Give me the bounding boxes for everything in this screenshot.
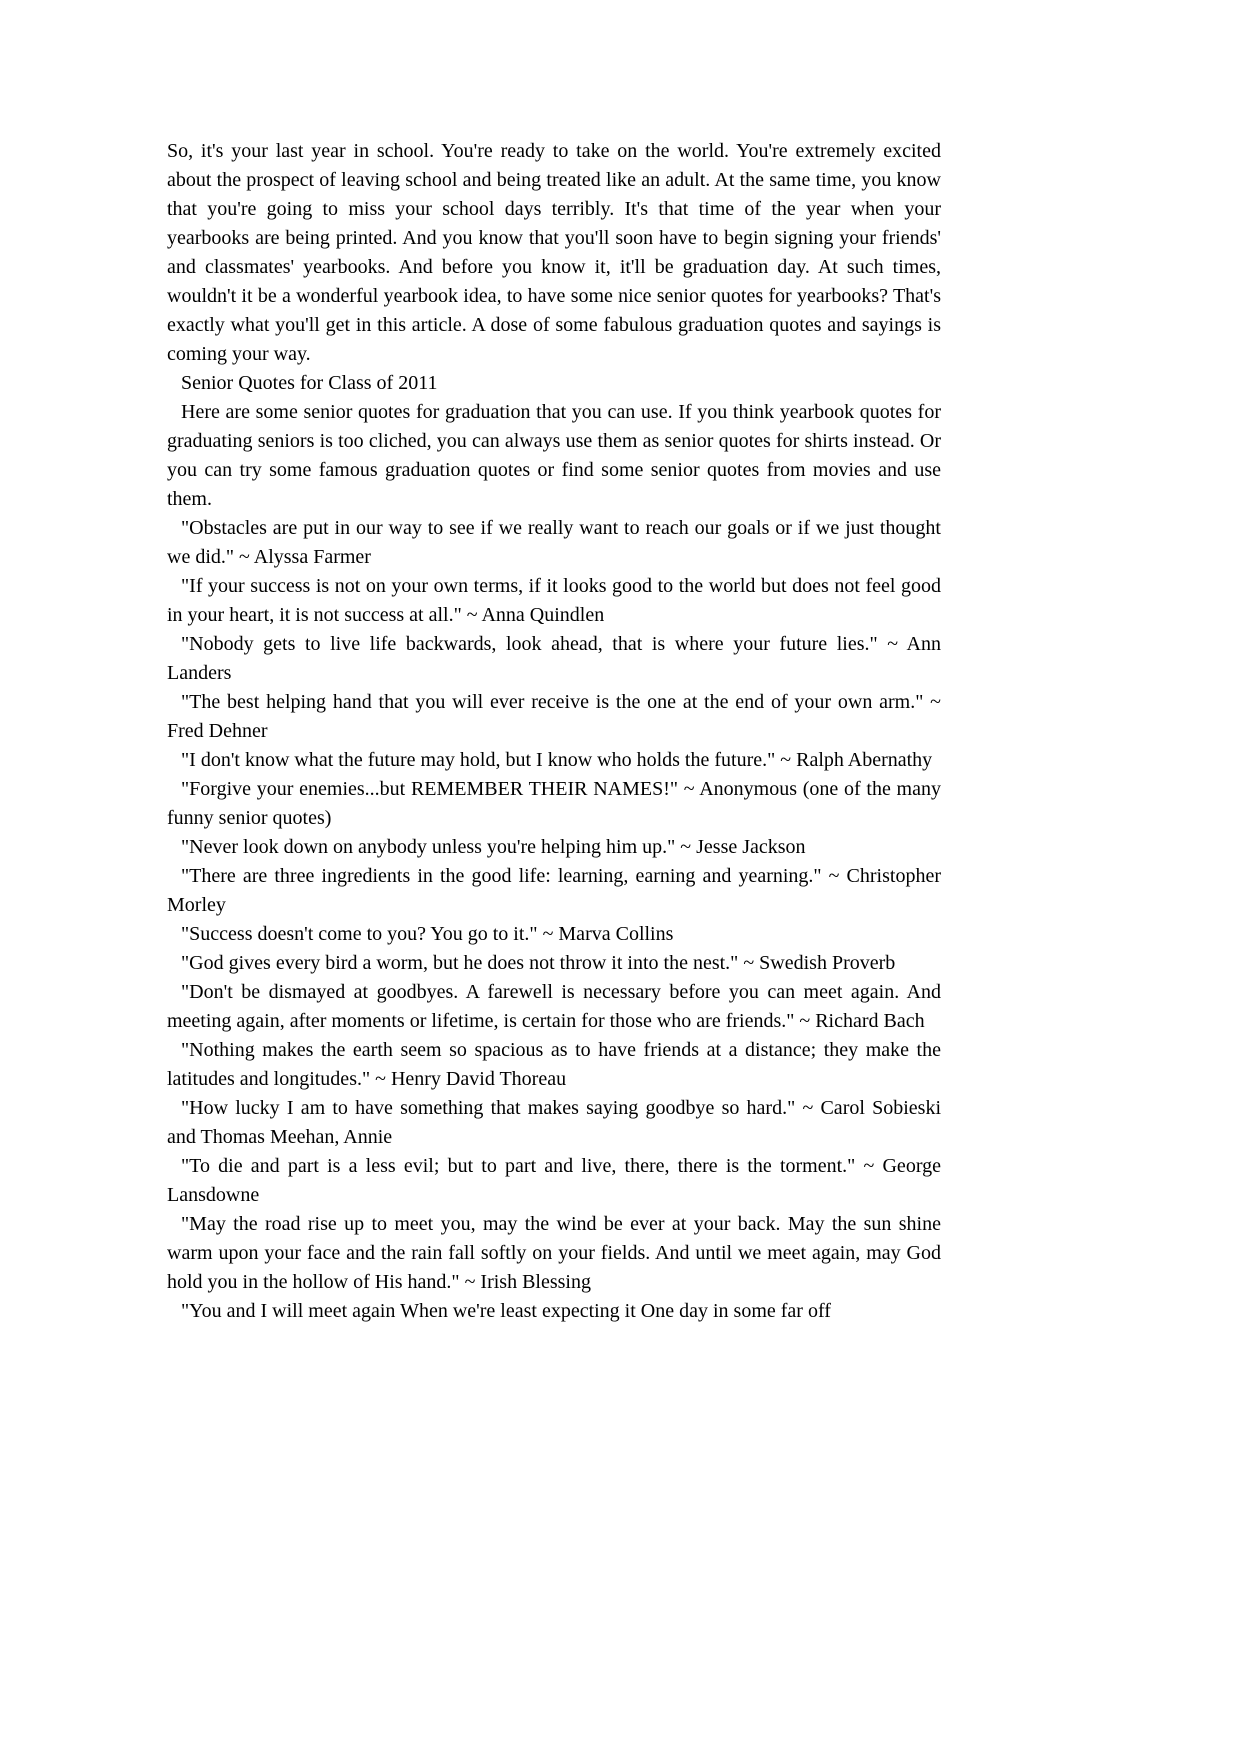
paragraph-intro: So, it's your last year in school. You're ready to take on the world. You're extremely excited about the prospect of leaving school and being treated like an adult. At the same time, you know that you're going to miss your school days terribly. It's that time of the year when your yearbooks are being printed. And you know that you'll soon have to begin signing your friends' and classmates' yearbooks. And before you know it, it'll be graduation day. At such times, wouldn't it be a wonderful yearbook idea, to have some nice senior quotes for yearbooks? That's exactly what you'll get in this article. A dose of some fabulous graduation quotes and sayings is coming your way. <box>167 140 941 365</box>
quote-anna-quindlen: "If your success is not on your own terms, if it looks good to the world but does not feel good in your heart, it is not success at all." ~ Anna Quindlen <box>167 575 941 626</box>
quote-irish-blessing: "May the road rise up to meet you, may the wind be ever at your back. May the sun shine warm upon your face and the rain fall softly on your fields. And until we meet again, may God hold you in the hollow of His hand." ~ Irish Blessing <box>167 1213 941 1293</box>
quote-truncated-final: "You and I will meet again When we're least expecting it One day in some far off <box>181 1300 831 1322</box>
quote-swedish-proverb: "God gives every bird a worm, but he does not throw it into the nest." ~ Swedish Proverb <box>181 952 896 974</box>
quote-richard-bach: "Don't be dismayed at goodbyes. A farewell is necessary before you can meet again. And meeting again, after moments or lifetime, is certain for those who are friends." ~ Richard Bach <box>167 981 941 1032</box>
quote-alyssa-farmer: "Obstacles are put in our way to see if we really want to reach our goals or if we just thought we did." ~ Alyssa Farmer <box>167 517 941 568</box>
paragraph-lead-in: Here are some senior quotes for graduation that you can use. If you think yearbook quotes for graduating seniors is too cliched, you can always use them as senior quotes for shirts instead. Or you can try some famous graduation quotes or find some senior quotes from movies and use them. <box>167 401 941 510</box>
article-text-block <box>167 137 941 1326</box>
quote-anonymous: "Forgive your enemies...but REMEMBER THEIR NAMES!" ~ Anonymous (one of the many funny senior quotes) <box>167 778 941 829</box>
quote-jesse-jackson: "Never look down on anybody unless you're helping him up." ~ Jesse Jackson <box>181 836 806 858</box>
section-heading: Senior Quotes for Class of 2011 <box>181 372 438 394</box>
quote-henry-david-thoreau: "Nothing makes the earth seem so spacious as to have friends at a distance; they make the latitudes and longitudes." ~ Henry David Thoreau <box>167 1039 941 1090</box>
quote-marva-collins: "Success doesn't come to you? You go to it." ~ Marva Collins <box>181 923 674 945</box>
quote-ralph-abernathy: "I don't know what the future may hold, but I know who holds the future." ~ Ralph Abernathy <box>181 749 933 771</box>
quote-fred-dehner: "The best helping hand that you will ever receive is the one at the end of your own arm." ~ Fred Dehner <box>167 691 941 742</box>
quote-george-lansdowne: "To die and part is a less evil; but to part and live, there, there is the torment." ~ George Lansdowne <box>167 1155 941 1206</box>
quote-ann-landers: "Nobody gets to live life backwards, look ahead, that is where your future lies." ~ Ann Landers <box>167 633 941 684</box>
quote-christopher-morley: "There are three ingredients in the good life: learning, earning and yearning." ~ Christopher Morley <box>167 865 941 916</box>
quote-carol-sobieski: "How lucky I am to have something that makes saying goodbye so hard." ~ Carol Sobieski and Thomas Meehan, Annie <box>167 1097 941 1148</box>
